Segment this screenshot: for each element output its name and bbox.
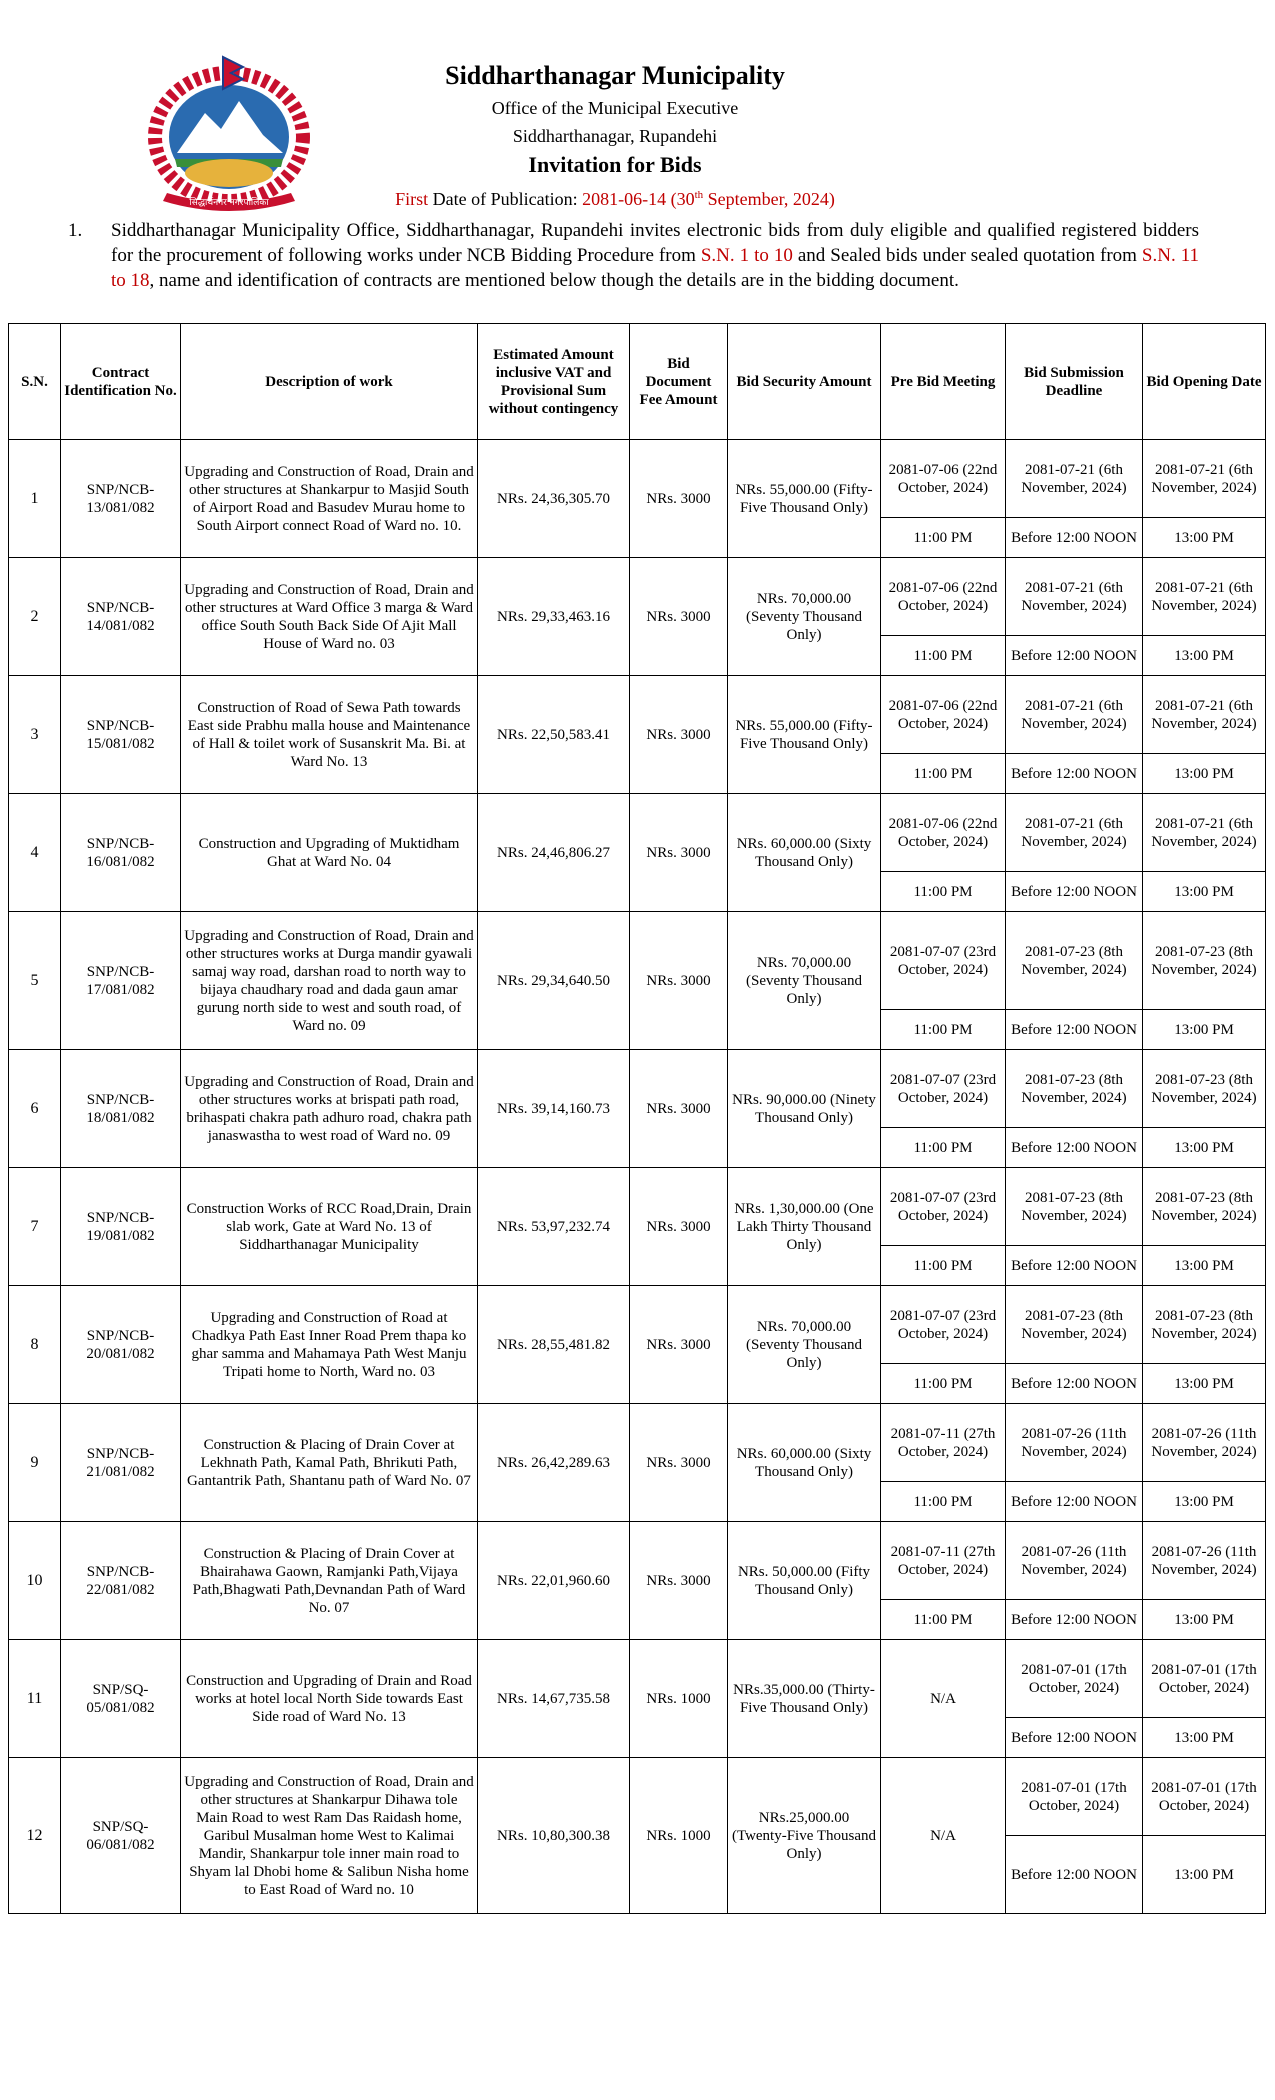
cell-pre-bid-time: 11:00 PM xyxy=(881,518,1006,558)
header-opening-date: Bid Opening Date xyxy=(1143,324,1266,440)
cell-submission-time: Before 12:00 NOON xyxy=(1006,1246,1143,1286)
cell-opening-date: 2081-07-21 (6th November, 2024) xyxy=(1143,558,1266,636)
cell-contract-id: SNP/NCB-19/081/082 xyxy=(61,1168,181,1286)
cell-opening-date: 2081-07-21 (6th November, 2024) xyxy=(1143,440,1266,518)
cell-contract-id: SNP/NCB-21/081/082 xyxy=(61,1404,181,1522)
cell-submission-date: 2081-07-23 (8th November, 2024) xyxy=(1006,912,1143,1010)
cell-opening-date: 2081-07-23 (8th November, 2024) xyxy=(1143,912,1266,1010)
cell-submission-date: 2081-07-23 (8th November, 2024) xyxy=(1006,1050,1143,1128)
cell-description: Construction and Upgrading of Muktidham Ghat at Ward No. 04 xyxy=(181,794,478,912)
cell-submission-time: Before 12:00 NOON xyxy=(1006,872,1143,912)
paragraph-number: 1. xyxy=(68,220,83,241)
cell-sn: 9 xyxy=(9,1404,61,1522)
cell-bid-security: NRs. 70,000.00 (Seventy Thousand Only) xyxy=(728,1286,881,1404)
header-sn: S.N. xyxy=(9,324,61,440)
cell-sn: 5 xyxy=(9,912,61,1050)
cell-sn: 1 xyxy=(9,440,61,558)
cell-bid-security: NRs. 90,000.00 (Ninety Thousand Only) xyxy=(728,1050,881,1168)
table-row xyxy=(9,1404,1266,1482)
table-row xyxy=(9,676,1266,754)
cell-pre-bid-meeting: N/A xyxy=(881,1758,1006,1914)
cell-estimated-amount: NRs. 24,36,305.70 xyxy=(478,440,630,558)
cell-description: Upgrading and Construction of Road, Drain and other structures at Shankarpur to Masjid South of Airport Road and Basudev Murau home to South Airport connect Road of Ward no. 10. xyxy=(181,440,478,558)
table-row xyxy=(9,1050,1266,1128)
header-pre-bid-meeting: Pre Bid Meeting xyxy=(881,324,1006,440)
table-header-row xyxy=(9,324,1266,440)
cell-pre-bid-time: 11:00 PM xyxy=(881,1482,1006,1522)
cell-description: Upgrading and Construction of Road at Chadkya Path East Inner Road Prem thapa ko ghar samma and Mahamaya Path West Manju Tripati home to North, Ward no. 03 xyxy=(181,1286,478,1404)
cell-estimated-amount: NRs. 29,34,640.50 xyxy=(478,912,630,1050)
cell-opening-date: 2081-07-23 (8th November, 2024) xyxy=(1143,1286,1266,1364)
cell-estimated-amount: NRs. 22,01,960.60 xyxy=(478,1522,630,1640)
cell-bid-security: NRs. 60,000.00 (Sixty Thousand Only) xyxy=(728,794,881,912)
cell-pre-bid-time: 11:00 PM xyxy=(881,1010,1006,1050)
table-row xyxy=(9,1522,1266,1600)
cell-pre-bid-time: 11:00 PM xyxy=(881,1128,1006,1168)
cell-pre-bid-time: 11:00 PM xyxy=(881,1600,1006,1640)
cell-opening-date: 2081-07-26 (11th November, 2024) xyxy=(1143,1522,1266,1600)
table-row xyxy=(9,1168,1266,1246)
table-row xyxy=(9,912,1266,1010)
cell-submission-date: 2081-07-26 (11th November, 2024) xyxy=(1006,1404,1143,1482)
cell-submission-date: 2081-07-01 (17th October, 2024) xyxy=(1006,1640,1143,1718)
cell-opening-time: 13:00 PM xyxy=(1143,754,1266,794)
cell-estimated-amount: NRs. 39,14,160.73 xyxy=(478,1050,630,1168)
cell-estimated-amount: NRs. 53,97,232.74 xyxy=(478,1168,630,1286)
cell-opening-time: 13:00 PM xyxy=(1143,1364,1266,1404)
cell-opening-date: 2081-07-21 (6th November, 2024) xyxy=(1143,676,1266,754)
cell-description: Construction of Road of Sewa Path towards East side Prabhu malla house and Maintenance of Hall & toilet work of Susanskrit Ma. Bi. at Ward No. 13 xyxy=(181,676,478,794)
cell-opening-time: 13:00 PM xyxy=(1143,872,1266,912)
cell-bid-security: NRs. 55,000.00 (Fifty-Five Thousand Only) xyxy=(728,676,881,794)
table-row xyxy=(9,794,1266,872)
cell-estimated-amount: NRs. 22,50,583.41 xyxy=(478,676,630,794)
cell-pre-bid-time: 11:00 PM xyxy=(881,872,1006,912)
cell-description: Upgrading and Construction of Road, Drain and other structures at Ward Office 3 marga & Ward office South South Back Side Of Ajit Mall House of Ward no. 03 xyxy=(181,558,478,676)
cell-opening-date: 2081-07-01 (17th October, 2024) xyxy=(1143,1640,1266,1718)
cell-submission-time: Before 12:00 NOON xyxy=(1006,1010,1143,1050)
cell-contract-id: SNP/NCB-22/081/082 xyxy=(61,1522,181,1640)
cell-pre-bid-time: 11:00 PM xyxy=(881,754,1006,794)
cell-document-fee: NRs. 3000 xyxy=(630,676,728,794)
cell-pre-bid-date: 2081-07-07 (23rd October, 2024) xyxy=(881,1286,1006,1364)
cell-submission-time: Before 12:00 NOON xyxy=(1006,1836,1143,1914)
cell-description: Construction & Placing of Drain Cover at Bhairahawa Gaown, Ramjanki Path,Vijaya Path,Bhagwati Path,Devnandan Path of Ward No. 07 xyxy=(181,1522,478,1640)
cell-opening-time: 13:00 PM xyxy=(1143,1128,1266,1168)
cell-submission-time: Before 12:00 NOON xyxy=(1006,1600,1143,1640)
cell-bid-security: NRs. 70,000.00 (Seventy Thousand Only) xyxy=(728,912,881,1050)
cell-document-fee: NRs. 3000 xyxy=(630,1050,728,1168)
cell-submission-date: 2081-07-26 (11th November, 2024) xyxy=(1006,1522,1143,1600)
cell-contract-id: SNP/NCB-13/081/082 xyxy=(61,440,181,558)
cell-sn: 4 xyxy=(9,794,61,912)
cell-opening-time: 13:00 PM xyxy=(1143,1482,1266,1522)
cell-pre-bid-date: 2081-07-06 (22nd October, 2024) xyxy=(881,558,1006,636)
cell-submission-time: Before 12:00 NOON xyxy=(1006,1718,1143,1758)
cell-contract-id: SNP/NCB-18/081/082 xyxy=(61,1050,181,1168)
cell-opening-date: 2081-07-26 (11th November, 2024) xyxy=(1143,1404,1266,1482)
cell-bid-security: NRs.25,000.00 (Twenty-Five Thousand Only) xyxy=(728,1758,881,1914)
office-name: Office of the Municipal Executive xyxy=(491,98,739,118)
cell-estimated-amount: NRs. 24,46,806.27 xyxy=(478,794,630,912)
municipality-title: Siddharthanagar Municipality xyxy=(445,61,785,90)
cell-submission-time: Before 12:00 NOON xyxy=(1006,1128,1143,1168)
cell-submission-date: 2081-07-21 (6th November, 2024) xyxy=(1006,558,1143,636)
cell-pre-bid-date: 2081-07-11 (27th October, 2024) xyxy=(881,1404,1006,1482)
cell-pre-bid-date: 2081-07-06 (22nd October, 2024) xyxy=(881,676,1006,754)
cell-bid-security: NRs. 60,000.00 (Sixty Thousand Only) xyxy=(728,1404,881,1522)
table-row xyxy=(9,558,1266,636)
cell-pre-bid-meeting: N/A xyxy=(881,1640,1006,1758)
cell-submission-date: 2081-07-23 (8th November, 2024) xyxy=(1006,1286,1143,1364)
table-row xyxy=(9,1640,1266,1718)
cell-submission-time: Before 12:00 NOON xyxy=(1006,518,1143,558)
cell-opening-time: 13:00 PM xyxy=(1143,636,1266,676)
cell-submission-time: Before 12:00 NOON xyxy=(1006,1364,1143,1404)
cell-contract-id: SNP/SQ-06/081/082 xyxy=(61,1758,181,1914)
cell-document-fee: NRs. 3000 xyxy=(630,558,728,676)
cell-bid-security: NRs. 50,000.00 (Fifty Thousand Only) xyxy=(728,1522,881,1640)
cell-submission-date: 2081-07-21 (6th November, 2024) xyxy=(1006,794,1143,872)
header-bid-security: Bid Security Amount xyxy=(728,324,881,440)
cell-document-fee: NRs. 3000 xyxy=(630,794,728,912)
cell-sn: 3 xyxy=(9,676,61,794)
cell-sn: 12 xyxy=(9,1758,61,1914)
cell-estimated-amount: NRs. 10,80,300.38 xyxy=(478,1758,630,1914)
cell-pre-bid-date: 2081-07-06 (22nd October, 2024) xyxy=(881,440,1006,518)
municipality-emblem-icon xyxy=(143,55,316,213)
cell-document-fee: NRs. 3000 xyxy=(630,1404,728,1522)
cell-opening-time: 13:00 PM xyxy=(1143,1836,1266,1914)
cell-submission-time: Before 12:00 NOON xyxy=(1006,636,1143,676)
cell-contract-id: SNP/SQ-05/081/082 xyxy=(61,1640,181,1758)
bids-table xyxy=(8,323,1266,1914)
cell-document-fee: NRs. 3000 xyxy=(630,912,728,1050)
publication-label: Date of Publication: xyxy=(432,189,578,209)
cell-sn: 8 xyxy=(9,1286,61,1404)
cell-document-fee: NRs. 3000 xyxy=(630,1286,728,1404)
header-estimated-amount: Estimated Amount inclusive VAT and Provisional Sum without contingency xyxy=(478,324,630,440)
cell-submission-date: 2081-07-21 (6th November, 2024) xyxy=(1006,676,1143,754)
cell-opening-time: 13:00 PM xyxy=(1143,1600,1266,1640)
emblem-seal-text: सिद्धार्थनगर नगरपालिका xyxy=(189,198,269,208)
cell-opening-date: 2081-07-01 (17th October, 2024) xyxy=(1143,1758,1266,1836)
cell-opening-time: 13:00 PM xyxy=(1143,1010,1266,1050)
cell-document-fee: NRs. 3000 xyxy=(630,1522,728,1640)
cell-description: Upgrading and Construction of Road, Drain and other structures works at Durga mandir gyawali samaj way road, darshan road to north way to bijaya chaudhary road and dada gaun amar gurung north side to west and south road, of Ward no. 09 xyxy=(181,912,478,1050)
cell-opening-time: 13:00 PM xyxy=(1143,1718,1266,1758)
cell-contract-id: SNP/NCB-17/081/082 xyxy=(61,912,181,1050)
cell-estimated-amount: NRs. 14,67,735.58 xyxy=(478,1640,630,1758)
cell-submission-time: Before 12:00 NOON xyxy=(1006,1482,1143,1522)
document-header xyxy=(360,58,870,214)
cell-opening-date: 2081-07-21 (6th November, 2024) xyxy=(1143,794,1266,872)
cell-sn: 2 xyxy=(9,558,61,676)
cell-estimated-amount: NRs. 28,55,481.82 xyxy=(478,1286,630,1404)
cell-bid-security: NRs. 1,30,000.00 (One Lakh Thirty Thousand Only) xyxy=(728,1168,881,1286)
cell-pre-bid-time: 11:00 PM xyxy=(881,636,1006,676)
table-row xyxy=(9,1758,1266,1836)
office-location: Siddharthanagar, Rupandehi xyxy=(512,126,718,146)
cell-submission-date: 2081-07-23 (8th November, 2024) xyxy=(1006,1168,1143,1246)
cell-contract-id: SNP/NCB-15/081/082 xyxy=(61,676,181,794)
header-submission-deadline: Bid Submission Deadline xyxy=(1006,324,1143,440)
cell-pre-bid-date: 2081-07-11 (27th October, 2024) xyxy=(881,1522,1006,1600)
cell-opening-date: 2081-07-23 (8th November, 2024) xyxy=(1143,1168,1266,1246)
cell-pre-bid-date: 2081-07-06 (22nd October, 2024) xyxy=(881,794,1006,872)
cell-sn: 6 xyxy=(9,1050,61,1168)
cell-bid-security: NRs. 55,000.00 (Fifty-Five Thousand Only) xyxy=(728,440,881,558)
cell-opening-date: 2081-07-23 (8th November, 2024) xyxy=(1143,1050,1266,1128)
cell-pre-bid-date: 2081-07-07 (23rd October, 2024) xyxy=(881,912,1006,1010)
cell-sn: 10 xyxy=(9,1522,61,1640)
intro-paragraph: 1. Siddharthanagar Municipality Office, Siddharthanagar, Rupandehi invites electronic bids from duly eligible and qualified registered bidders for the procurement of following works under NCB Bidding Procedure from S.N. 1 to 10 and Sealed bids under sealed quotation from S.N. 11 to 18, name and identification of contracts are mentioned below though the details are in the bidding document. xyxy=(68,220,1199,291)
document-subtitle: Invitation for Bids xyxy=(528,152,702,177)
table-row xyxy=(9,440,1266,518)
cell-document-fee: NRs. 3000 xyxy=(630,1168,728,1286)
cell-contract-id: SNP/NCB-14/081/082 xyxy=(61,558,181,676)
publication-date xyxy=(360,180,870,214)
cell-description: Upgrading and Construction of Road, Drain and other structures at Shankarpur Dihawa tole Main Road to west Ram Das Raidash home, Garibul Musalman home West to Kalimai Mandir, Shankarpur tole inner main road to Shyam lal Dhobi home & Salibun Nisha home to East Road of Ward no. 10 xyxy=(181,1758,478,1914)
cell-estimated-amount: NRs. 29,33,463.16 xyxy=(478,558,630,676)
cell-description: Construction and Upgrading of Drain and Road works at hotel local North Side towards East Side road of Ward No. 13 xyxy=(181,1640,478,1758)
cell-submission-time: Before 12:00 NOON xyxy=(1006,754,1143,794)
publication-first: First xyxy=(395,189,429,209)
cell-description: Construction Works of RCC Road,Drain, Drain slab work, Gate at Ward No. 13 of Siddharthanagar Municipality xyxy=(181,1168,478,1286)
cell-sn: 11 xyxy=(9,1640,61,1758)
cell-bid-security: NRs. 70,000.00 (Seventy Thousand Only) xyxy=(728,558,881,676)
cell-opening-time: 13:00 PM xyxy=(1143,1246,1266,1286)
cell-bid-security: NRs.35,000.00 (Thirty-Five Thousand Only) xyxy=(728,1640,881,1758)
cell-submission-date: 2081-07-01 (17th October, 2024) xyxy=(1006,1758,1143,1836)
cell-document-fee: NRs. 3000 xyxy=(630,440,728,558)
header-document-fee: Bid Document Fee Amount xyxy=(630,324,728,440)
cell-document-fee: NRs. 1000 xyxy=(630,1640,728,1758)
header-description: Description of work xyxy=(181,324,478,440)
cell-submission-date: 2081-07-21 (6th November, 2024) xyxy=(1006,440,1143,518)
cell-pre-bid-time: 11:00 PM xyxy=(881,1364,1006,1404)
publication-date-value: 2081-06-14 (30th September, 2024) xyxy=(582,189,835,209)
header-contract-id: Contract Identification No. xyxy=(61,324,181,440)
cell-sn: 7 xyxy=(9,1168,61,1286)
cell-estimated-amount: NRs. 26,42,289.63 xyxy=(478,1404,630,1522)
cell-contract-id: SNP/NCB-20/081/082 xyxy=(61,1286,181,1404)
cell-description: Construction & Placing of Drain Cover at Lekhnath Path, Kamal Path, Bhrikuti Path, Gantantrik Path, Shantanu path of Ward No. 07 xyxy=(181,1404,478,1522)
cell-description: Upgrading and Construction of Road, Drain and other structures works at brispati path road, brihaspati chakra path adhuro road, chakra path janaswastha to west road of Ward no. 09 xyxy=(181,1050,478,1168)
table-body xyxy=(9,440,1266,1914)
table-row xyxy=(9,1286,1266,1364)
cell-pre-bid-date: 2081-07-07 (23rd October, 2024) xyxy=(881,1168,1006,1246)
cell-pre-bid-date: 2081-07-07 (23rd October, 2024) xyxy=(881,1050,1006,1128)
cell-opening-time: 13:00 PM xyxy=(1143,518,1266,558)
cell-pre-bid-time: 11:00 PM xyxy=(881,1246,1006,1286)
cell-contract-id: SNP/NCB-16/081/082 xyxy=(61,794,181,912)
cell-document-fee: NRs. 1000 xyxy=(630,1758,728,1914)
